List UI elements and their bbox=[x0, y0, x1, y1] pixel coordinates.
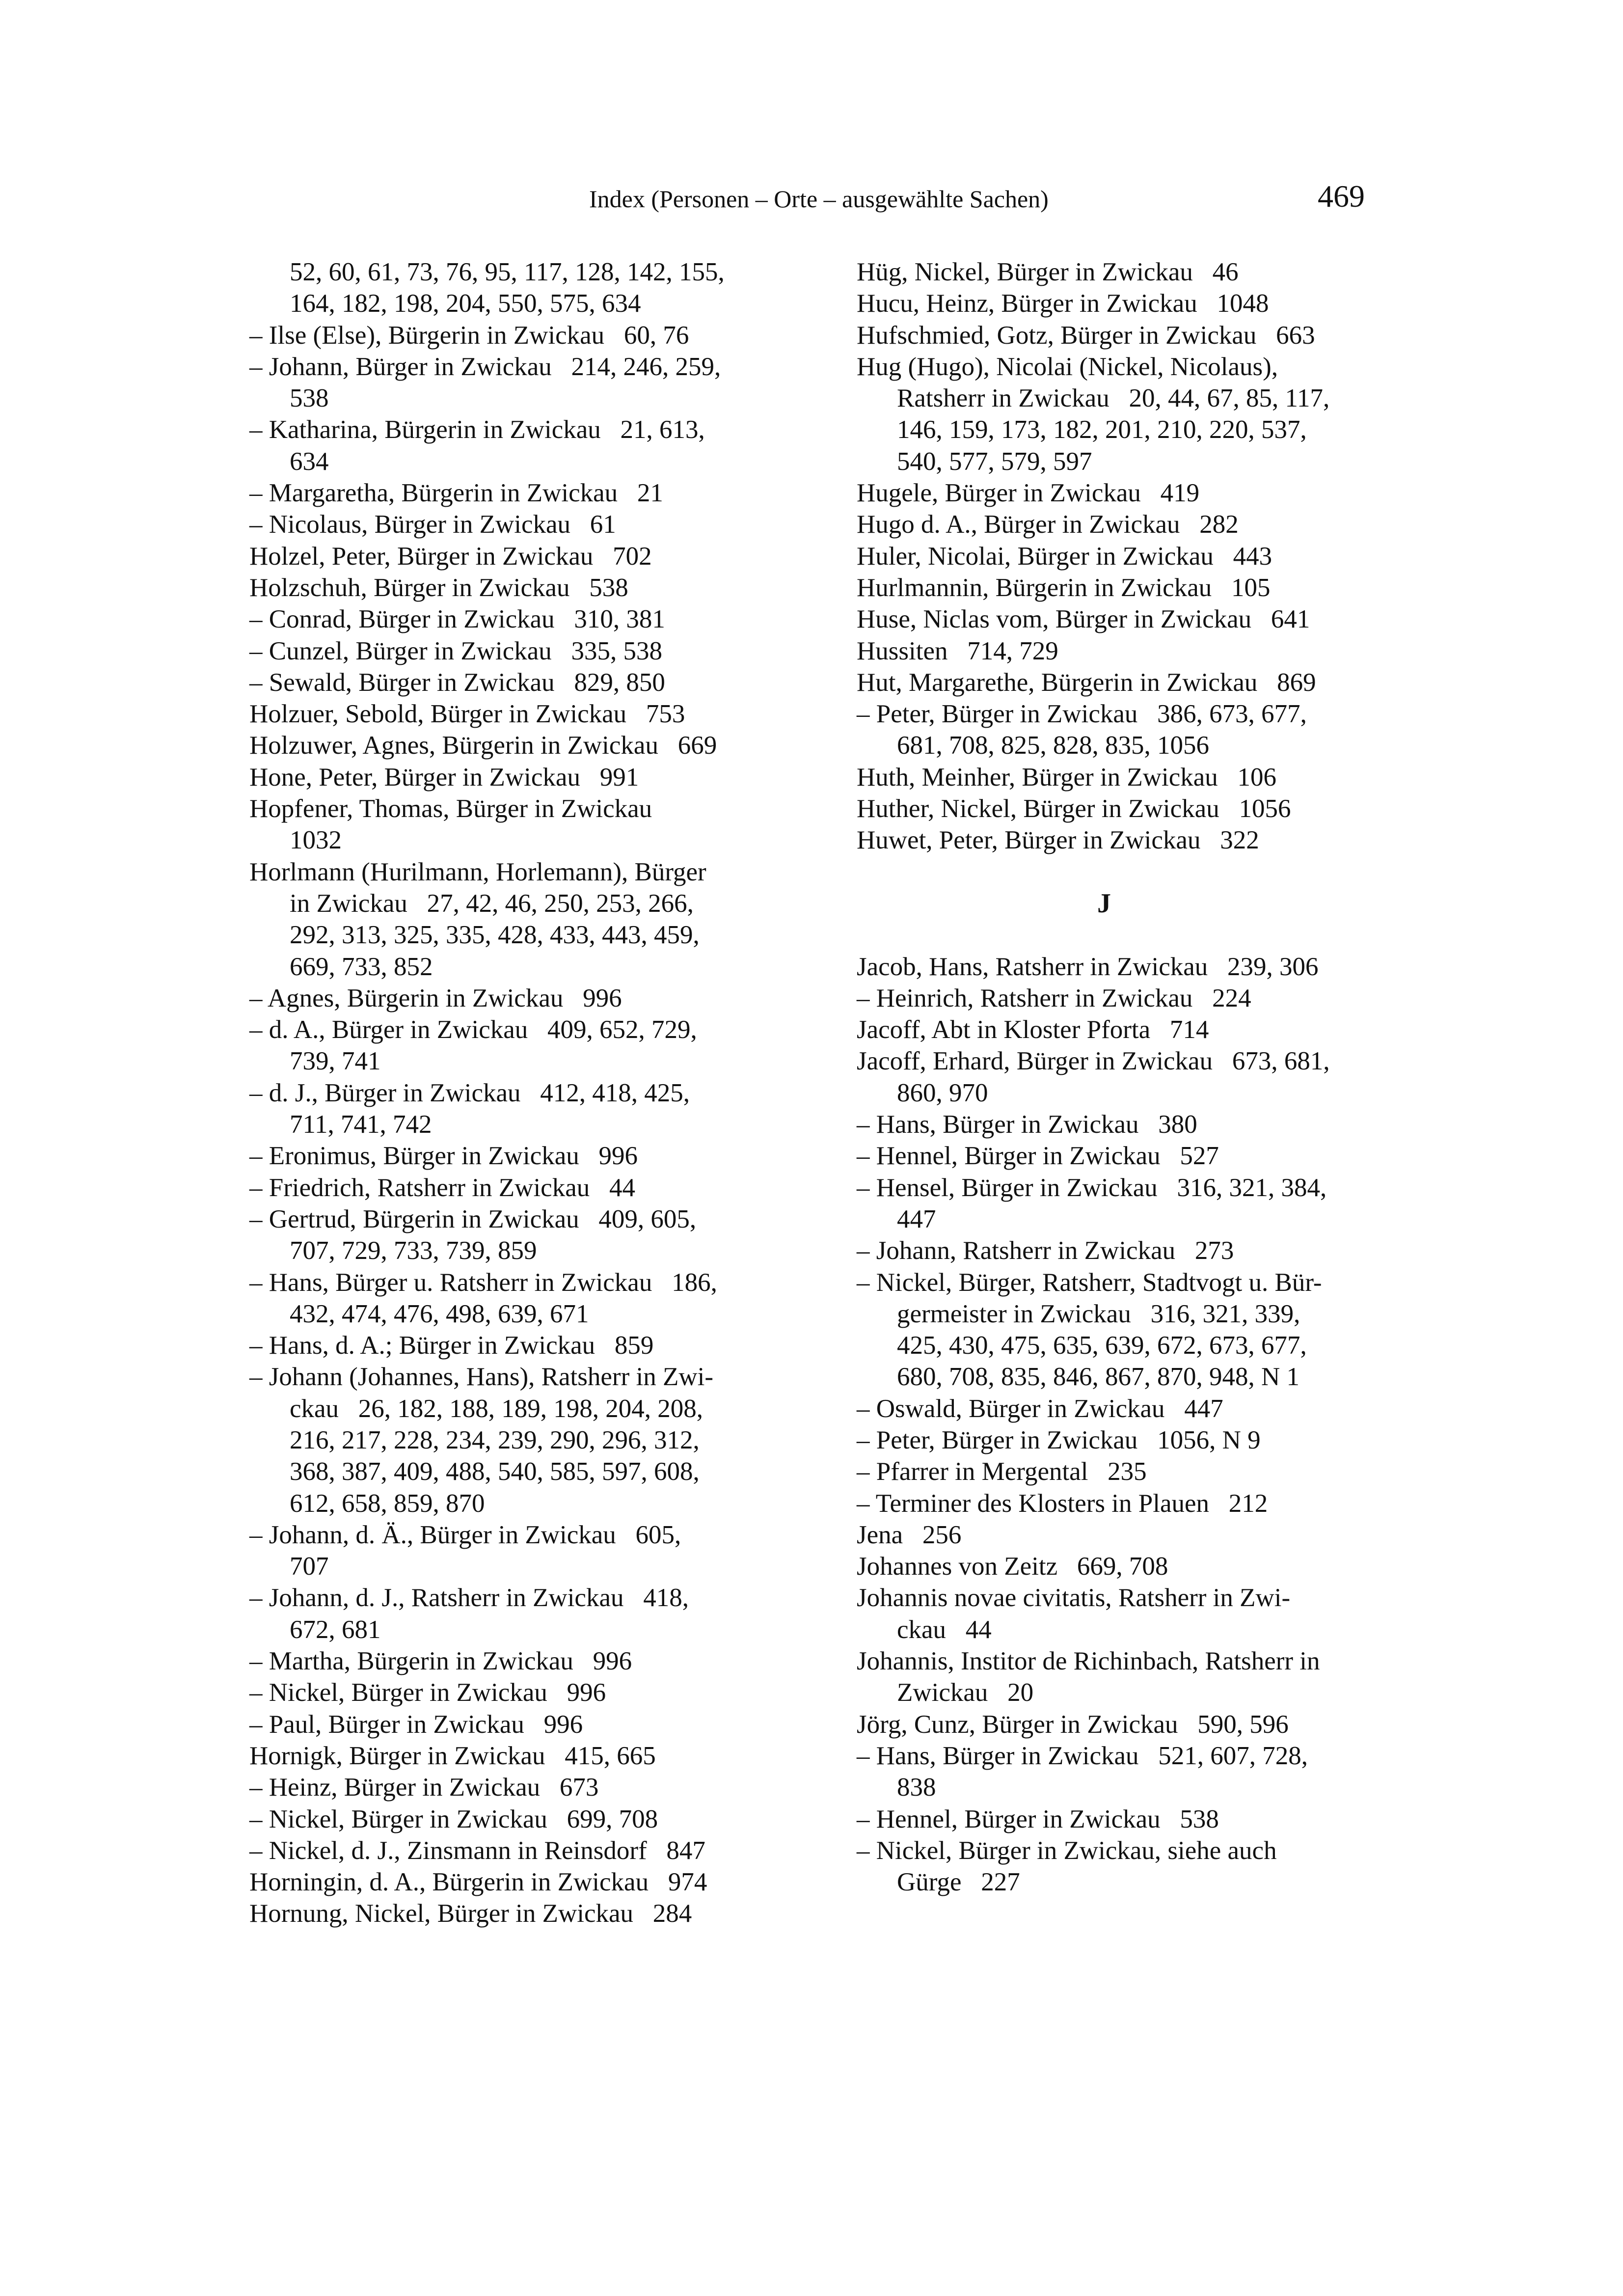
index-entry: Jacob, Hans, Ratsherr in Zwickau 239, 306 bbox=[857, 952, 1319, 981]
index-entry-continuation: ckau 26, 182, 188, 189, 198, 204, 208, bbox=[290, 1394, 703, 1423]
index-entry: Hug (Hugo), Nicolai (Nickel, Nicolaus), bbox=[857, 352, 1278, 381]
index-entry: – Johann, d. J., Ratsherr in Zwickau 418, bbox=[249, 1584, 689, 1613]
running-head bbox=[491, 177, 1365, 221]
index-entry-continuation: Zwickau 20 bbox=[897, 1678, 1034, 1707]
index-entry: – Hennel, Bürger in Zwickau 538 bbox=[857, 1804, 1219, 1833]
index-entry: – Hennel, Bürger in Zwickau 527 bbox=[857, 1142, 1219, 1171]
index-entry: – Johann (Johannes, Hans), Ratsherr in Zwi- bbox=[249, 1363, 713, 1392]
page-number: 469 bbox=[1318, 179, 1365, 214]
index-entry-continuation: 711, 741, 742 bbox=[290, 1110, 432, 1139]
index-entry: – Johann, Bürger in Zwickau 214, 246, 259, bbox=[249, 352, 721, 381]
section-letter-heading: J bbox=[1097, 888, 1111, 919]
index-entry-continuation: 672, 681 bbox=[290, 1615, 381, 1644]
index-entry: – Heinz, Bürger in Zwickau 673 bbox=[249, 1773, 599, 1802]
index-entry: – Hans, Bürger in Zwickau 380 bbox=[857, 1110, 1197, 1139]
index-entry: – Friedrich, Ratsherr in Zwickau 44 bbox=[249, 1173, 635, 1202]
index-entry: Johannes von Zeitz 669, 708 bbox=[857, 1552, 1168, 1581]
index-entry: – Peter, Bürger in Zwickau 1056, N 9 bbox=[857, 1425, 1261, 1454]
index-entry: – Ilse (Else), Bürgerin in Zwickau 60, 76 bbox=[249, 321, 689, 350]
index-entry: – Terminer des Klosters in Plauen 212 bbox=[857, 1489, 1268, 1518]
right-index-column bbox=[857, 256, 1397, 1898]
index-entry-continuation: 425, 430, 475, 635, 639, 672, 673, 677, bbox=[897, 1331, 1307, 1360]
index-entry: – Nickel, Bürger in Zwickau 996 bbox=[249, 1678, 606, 1707]
running-title: Index (Personen – Orte – ausgewählte Sachen) bbox=[589, 185, 1049, 213]
index-entry-continuation: 164, 182, 198, 204, 550, 575, 634 bbox=[290, 289, 641, 318]
index-entry-continuation: 739, 741 bbox=[290, 1047, 381, 1076]
index-entry: – Eronimus, Bürger in Zwickau 996 bbox=[249, 1142, 638, 1171]
index-entry-continuation: germeister in Zwickau 316, 321, 339, bbox=[897, 1299, 1300, 1328]
index-entry: – Cunzel, Bürger in Zwickau 335, 538 bbox=[249, 636, 662, 665]
index-entry: Hopfener, Thomas, Bürger in Zwickau bbox=[249, 794, 652, 823]
index-entry: – Sewald, Bürger in Zwickau 829, 850 bbox=[249, 668, 665, 697]
index-entry-continuation: 447 bbox=[897, 1204, 936, 1233]
left-index-column bbox=[249, 256, 789, 1930]
index-entry-continuation: Gürge 227 bbox=[897, 1868, 1020, 1897]
index-entry: Hornigk, Bürger in Zwickau 415, 665 bbox=[249, 1741, 656, 1770]
index-entry: Hufschmied, Gotz, Bürger in Zwickau 663 bbox=[857, 321, 1315, 350]
index-entry-continuation: 860, 970 bbox=[897, 1078, 988, 1107]
index-entry: Horlmann (Hurilmann, Horlemann), Bürger bbox=[249, 857, 706, 886]
index-entry-continuation: 146, 159, 173, 182, 201, 210, 220, 537, bbox=[897, 415, 1307, 444]
index-entry: Hone, Peter, Bürger in Zwickau 991 bbox=[249, 763, 639, 792]
index-entry-continuation: 612, 658, 859, 870 bbox=[290, 1489, 485, 1518]
index-entry-continuation: 368, 387, 409, 488, 540, 585, 597, 608, bbox=[290, 1457, 700, 1486]
index-entry: – Nickel, Bürger in Zwickau, siehe auch bbox=[857, 1836, 1277, 1865]
index-entry: Hurlmannin, Bürgerin in Zwickau 105 bbox=[857, 573, 1271, 602]
index-entry: Johannis, Institor de Richinbach, Ratsherr in bbox=[857, 1647, 1320, 1676]
index-entry: Hussiten 714, 729 bbox=[857, 636, 1058, 665]
index-entry: – Pfarrer in Mergental 235 bbox=[857, 1457, 1147, 1486]
index-entry: Horningin, d. A., Bürgerin in Zwickau 974 bbox=[249, 1868, 707, 1897]
index-entry: – d. J., Bürger in Zwickau 412, 418, 425, bbox=[249, 1078, 690, 1107]
index-entry: Hut, Margarethe, Bürgerin in Zwickau 869 bbox=[857, 668, 1316, 697]
index-entry-continuation: ckau 44 bbox=[897, 1615, 992, 1644]
index-entry: – Nicolaus, Bürger in Zwickau 61 bbox=[249, 510, 616, 539]
index-entry: – Hensel, Bürger in Zwickau 316, 321, 384, bbox=[857, 1173, 1327, 1202]
index-entry-continuation: 538 bbox=[290, 384, 329, 413]
index-entry: Jacoff, Erhard, Bürger in Zwickau 673, 681, bbox=[857, 1047, 1330, 1076]
index-entry: Holzuer, Sebold, Bürger in Zwickau 753 bbox=[249, 700, 685, 729]
index-entry: – Paul, Bürger in Zwickau 996 bbox=[249, 1710, 583, 1739]
index-entry: – Conrad, Bürger in Zwickau 310, 381 bbox=[249, 605, 665, 634]
index-entry: Huler, Nicolai, Bürger in Zwickau 443 bbox=[857, 542, 1272, 571]
index-entry-continuation: 634 bbox=[290, 447, 329, 476]
index-entry-continuation: in Zwickau 27, 42, 46, 250, 253, 266, bbox=[290, 889, 694, 918]
index-entry: Hugele, Bürger in Zwickau 419 bbox=[857, 479, 1200, 508]
index-entry: Hüg, Nickel, Bürger in Zwickau 46 bbox=[857, 258, 1239, 286]
index-entry: – Johann, Ratsherr in Zwickau 273 bbox=[857, 1236, 1234, 1265]
index-entry-continuation: 707 bbox=[290, 1552, 329, 1581]
index-entry: – Peter, Bürger in Zwickau 386, 673, 677, bbox=[857, 700, 1307, 729]
index-entry-continuation: 680, 708, 835, 846, 867, 870, 948, N 1 bbox=[897, 1363, 1300, 1392]
index-entry: – d. A., Bürger in Zwickau 409, 652, 729, bbox=[249, 1015, 697, 1044]
index-entry: Jacoff, Abt in Kloster Pforta 714 bbox=[857, 1015, 1209, 1044]
index-entry: Jena 256 bbox=[857, 1520, 962, 1549]
index-entry: – Martha, Bürgerin in Zwickau 996 bbox=[249, 1647, 632, 1676]
index-entry-continuation: Ratsherr in Zwickau 20, 44, 67, 85, 117, bbox=[897, 384, 1330, 413]
index-entry-continuation: 52, 60, 61, 73, 76, 95, 117, 128, 142, 155, bbox=[290, 258, 725, 286]
index-entry-continuation: 1032 bbox=[290, 826, 342, 855]
index-entry: Hornung, Nickel, Bürger in Zwickau 284 bbox=[249, 1899, 692, 1928]
index-entry-continuation: 432, 474, 476, 498, 639, 671 bbox=[290, 1299, 589, 1328]
index-entry: Holzschuh, Bürger in Zwickau 538 bbox=[249, 573, 628, 602]
index-entry-continuation: 681, 708, 825, 828, 835, 1056 bbox=[897, 731, 1209, 760]
index-entry: – Nickel, d. J., Zinsmann in Reinsdorf 847 bbox=[249, 1836, 705, 1865]
index-entry-continuation: 838 bbox=[897, 1773, 936, 1802]
index-entry-continuation: 540, 577, 579, 597 bbox=[897, 447, 1092, 476]
index-section-j bbox=[857, 951, 1397, 1898]
index-entry-continuation: 707, 729, 733, 739, 859 bbox=[290, 1236, 537, 1265]
index-section-h-continued bbox=[857, 256, 1397, 856]
index-entry: – Gertrud, Bürgerin in Zwickau 409, 605, bbox=[249, 1204, 697, 1233]
index-entry: – Nickel, Bürger, Ratsherr, Stadtvogt u. Bür- bbox=[857, 1268, 1322, 1297]
index-entry-continuation: 669, 733, 852 bbox=[290, 952, 433, 981]
index-entry: – Hans, d. A.; Bürger in Zwickau 859 bbox=[249, 1331, 654, 1360]
index-entry: Hucu, Heinz, Bürger in Zwickau 1048 bbox=[857, 289, 1269, 318]
index-entry: Holzel, Peter, Bürger in Zwickau 702 bbox=[249, 542, 652, 571]
index-entry: – Oswald, Bürger in Zwickau 447 bbox=[857, 1394, 1223, 1423]
index-entry: – Hans, Bürger u. Ratsherr in Zwickau 186, bbox=[249, 1268, 717, 1297]
index-entry: – Johann, d. Ä., Bürger in Zwickau 605, bbox=[249, 1520, 681, 1549]
index-entry: – Nickel, Bürger in Zwickau 699, 708 bbox=[249, 1804, 658, 1833]
index-entry: Huse, Niclas vom, Bürger in Zwickau 641 bbox=[857, 605, 1310, 634]
index-entry-continuation: 292, 313, 325, 335, 428, 433, 443, 459, bbox=[290, 921, 700, 950]
index-entry: – Agnes, Bürgerin in Zwickau 996 bbox=[249, 984, 622, 1012]
index-entry: – Margaretha, Bürgerin in Zwickau 21 bbox=[249, 479, 663, 508]
index-entry: Huther, Nickel, Bürger in Zwickau 1056 bbox=[857, 794, 1291, 823]
index-entry: Huth, Meinher, Bürger in Zwickau 106 bbox=[857, 763, 1277, 792]
index-entry: Huwet, Peter, Bürger in Zwickau 322 bbox=[857, 826, 1259, 855]
index-entry: – Heinrich, Ratsherr in Zwickau 224 bbox=[857, 984, 1251, 1012]
index-entry: Johannis novae civitatis, Ratsherr in Zwi- bbox=[857, 1584, 1291, 1613]
index-entry: – Hans, Bürger in Zwickau 521, 607, 728, bbox=[857, 1741, 1308, 1770]
index-entry: Holzuwer, Agnes, Bürgerin in Zwickau 669 bbox=[249, 731, 717, 760]
index-entry: Hugo d. A., Bürger in Zwickau 282 bbox=[857, 510, 1239, 539]
index-entry: – Katharina, Bürgerin in Zwickau 21, 613, bbox=[249, 415, 705, 444]
index-entry: Jörg, Cunz, Bürger in Zwickau 590, 596 bbox=[857, 1710, 1289, 1739]
index-entry-continuation: 216, 217, 228, 234, 239, 290, 296, 312, bbox=[290, 1425, 700, 1454]
